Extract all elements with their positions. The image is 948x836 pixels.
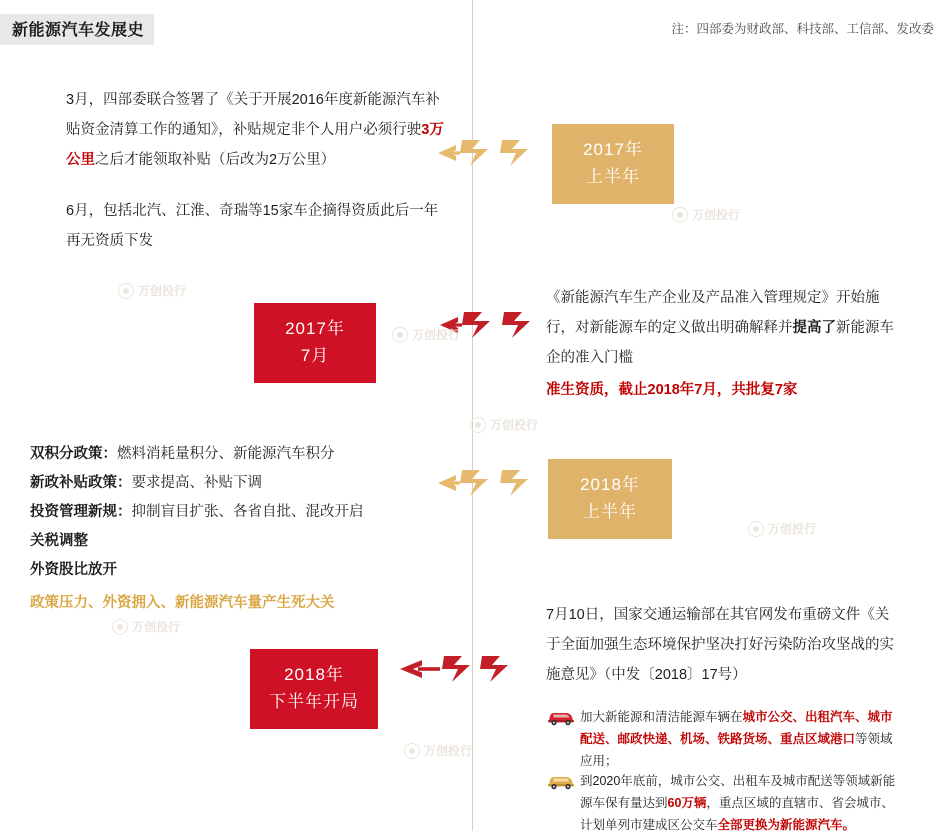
bullet-seg: 到2020年底前，城市公交、出租车及城市配送等领域新能源车保有量达到 (580, 774, 896, 810)
gold-car-icon (546, 772, 580, 797)
watermark-text: 万创投行 (132, 620, 181, 634)
lightning-arrow-left-gold-icon-2 (428, 466, 534, 505)
bullet-seg: 等领域应用； (580, 732, 893, 768)
policy-highlight: 政策压力、外资拥入、新能源汽车量产生死大关 (30, 595, 335, 611)
chip-line-1: 2018年 (580, 475, 640, 494)
bullet-seg: 全部更换为新能源汽车。 (717, 818, 856, 832)
page-header (0, 0, 948, 40)
watermark-logo-icon (404, 743, 420, 759)
policy-label: 投资管理新规： (30, 504, 132, 520)
bullet-seg: 60万辆 (667, 796, 707, 810)
p3-part-a: 《新能源汽车生产企业及产品准入管理规定》开始施行，对新能源车的定义做出明确解释并 (546, 290, 880, 336)
p3-red-line: 准生资质，截止2018年7月，共批复7家 (546, 382, 798, 398)
text-block-2017-h1-march (66, 85, 446, 175)
p1-part-a: 3月，四部委联合签署了《关于开展2016年度新能源汽车补贴资金清算工作的通知》，补贴规定非个人用户必须行驶 (66, 92, 440, 138)
watermark (118, 282, 186, 299)
policy-text: 要求提高、补贴下调 (131, 475, 262, 491)
bullet-seg: ，重点区域的直辖市、省会城市、计划单列市建成区公交车 (580, 796, 894, 832)
chip-line-2: 上半年 (583, 502, 637, 521)
chip-line-1: 2018年 (284, 665, 344, 684)
watermark-logo-icon (392, 327, 408, 343)
watermark-text: 万创投行 (412, 328, 461, 342)
watermark (112, 618, 180, 635)
p1-highlight: 3万公里 (66, 122, 444, 168)
policy-label: 外资股比放开 (30, 562, 117, 578)
watermark-text: 万创投行 (138, 284, 187, 298)
policy-label: 关税调整 (30, 533, 88, 549)
header-note: 注：四部委为财政部、科技部、工信部、发改委 (671, 22, 934, 36)
watermark (470, 416, 538, 433)
p3-bold: 提高了 (792, 320, 836, 336)
watermark (748, 520, 816, 537)
lightning-arrow-left-red-icon (430, 308, 536, 347)
watermark-text: 万创投行 (768, 522, 817, 536)
chip-2017-07[interactable] (254, 303, 376, 383)
chip-line-1: 2017年 (583, 140, 643, 159)
chip-line-1: 2017年 (285, 319, 345, 338)
timeline-axis (472, 0, 473, 831)
text-block-2017-july (546, 283, 894, 405)
bullet-text (580, 770, 898, 836)
policy-text: 抑制盲目扩张、各省自批、混改开启 (131, 504, 364, 520)
bullet-seg: 加大新能源和清洁能源车辆在 (580, 710, 743, 724)
bullet-item (546, 706, 898, 772)
policy-label: 双积分政策： (30, 446, 117, 462)
watermark-logo-icon (672, 207, 688, 223)
watermark-text: 万创投行 (692, 208, 741, 222)
lightning-arrow-left-red-icon-2 (392, 652, 512, 691)
watermark-text: 万创投行 (490, 418, 539, 432)
policy-label: 新政补贴政策： (30, 475, 132, 491)
policy-list-2018-h1 (30, 440, 450, 618)
text-block-2017-h1-june: 6月，包括北汽、江淮、奇瑞等15家车企摘得资质此后一年再无资质下发 (66, 203, 439, 249)
policy-row (30, 498, 450, 527)
p3-part-b: 新能源车企的准入门槛 (546, 320, 894, 366)
watermark-logo-icon (112, 619, 128, 635)
policy-text: 燃料消耗量积分、新能源汽车积分 (117, 446, 335, 462)
p1-part-b: 之后才能领取补贴（后改为2万公里） (95, 152, 336, 168)
chip-line-2: 上半年 (586, 167, 640, 186)
watermark-logo-icon (118, 283, 134, 299)
watermark-text: 万创投行 (424, 744, 473, 758)
watermark-logo-icon (748, 521, 764, 537)
chip-line-2: 7月 (300, 346, 330, 365)
chip-2018-h2[interactable] (250, 649, 378, 729)
red-car-icon (546, 708, 580, 733)
page-title: 新能源汽车发展史 (0, 14, 154, 45)
chip-2018-h1[interactable] (548, 459, 672, 539)
text-block-2018-h2: 7月10日，国家交通运输部在其官网发布重磅文件《关于全面加强生态环境保护坚决打好污染防治攻坚战的实施意见》（中发〔2018〕17号） (546, 607, 894, 683)
bullet-text (580, 706, 898, 772)
policy-row (30, 469, 450, 498)
bullet-seg: 城市公交、出租汽车、城市配送、邮政快递、机场、铁路货场、重点区域港口 (580, 710, 893, 746)
chip-line-2: 下半年开局 (269, 692, 359, 711)
watermark (672, 206, 740, 223)
policy-row (30, 527, 450, 556)
policy-row (30, 556, 450, 585)
bullet-item (546, 770, 898, 836)
lightning-arrow-left-gold-icon (428, 136, 536, 175)
policy-row (30, 440, 450, 469)
watermark (404, 742, 472, 759)
chip-2017-h1[interactable] (552, 124, 674, 204)
